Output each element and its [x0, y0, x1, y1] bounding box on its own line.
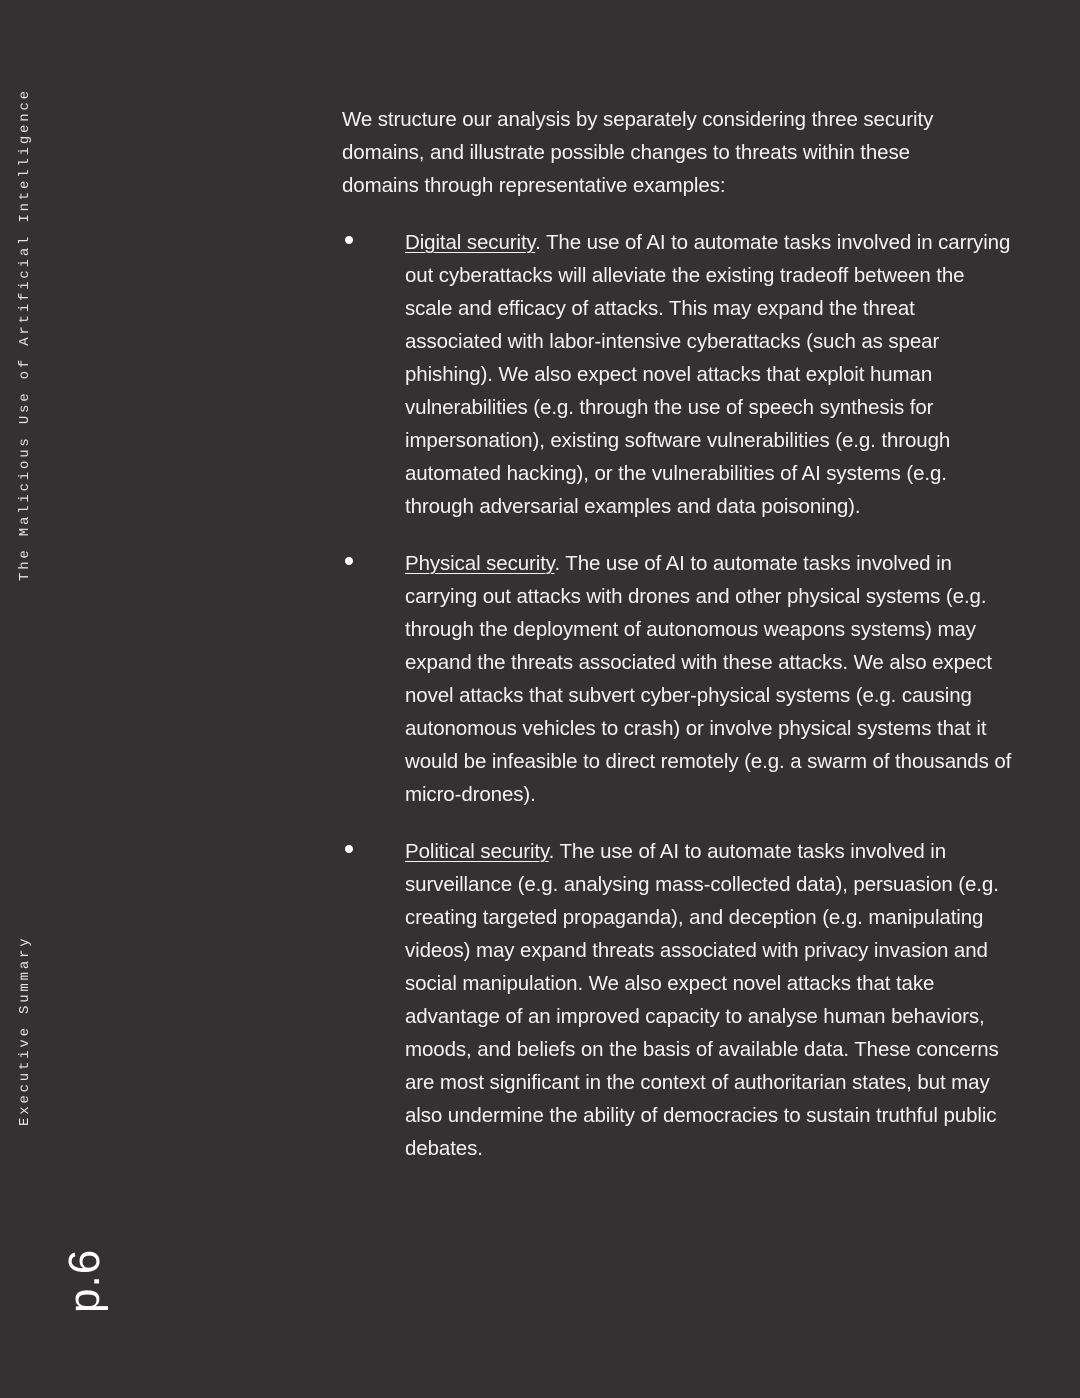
- page-number: p.6: [60, 1248, 109, 1313]
- bullet-icon: [345, 557, 353, 565]
- intro-paragraph: We structure our analysis by separately considering three security domains, and illustrate possible changes to threats within these domains through representative examples:: [342, 108, 934, 197]
- bullet-text: [405, 547, 1017, 811]
- bullet-text: [405, 226, 1017, 523]
- bullet-description: . The use of AI to automate tasks involved in carrying out cyberattacks will alleviate the existing tradeoff between the scale and efficacy of attacks. This may expand the threat associated with labor-intensive cyberattacks (such as spear phishing). We also expect novel attacks that exploit human vulnerabilities (e.g. through the use of speech synthesis for impersonation), existing software vulnerabilities (e.g. through automated hacking), or the vulnerabilities of AI systems (e.g. through adversarial examples and data poisoning).: [405, 231, 1011, 518]
- bullet-icon: [345, 236, 353, 244]
- bullet-description: . The use of AI to automate tasks involved in surveillance (e.g. analysing mass-collected data), persuasion (e.g. creating targeted propaganda), and deception (e.g. manipulating videos) may expand threats associated with privacy invasion and social manipulation. We also expect novel attacks that take advantage of an improved capacity to analyse human behaviors, moods, and beliefs on the basis of available data. These concerns are most significant in the context of authoritarian states, but may also undermine the ability of democracies to sustain truthful public debates.: [405, 840, 999, 1160]
- term-digital-security: Digital security: [405, 231, 536, 254]
- bullet-text: [405, 835, 1017, 1165]
- section-title: Executive Summary: [17, 935, 33, 1126]
- term-political-security: Political security: [405, 840, 549, 863]
- bullet-description: . The use of AI to automate tasks involved in carrying out attacks with drones and other physical systems (e.g. through the deployment of autonomous weapons systems) may expand the threats associated with these attacks. We also expect novel attacks that subvert cyber-physical systems (e.g. causing autonomous vehicles to crash) or involve physical systems that it would be infeasible to direct remotely (e.g. a swarm of thousands of micro-drones).: [405, 552, 1012, 806]
- main-content: [342, 103, 1022, 1189]
- term-physical-security: Physical security: [405, 552, 555, 575]
- list-item-digital-security: [342, 226, 1022, 523]
- list-item-political-security: [342, 835, 1022, 1165]
- bullet-icon: [345, 845, 353, 853]
- security-domains-list: [342, 226, 1022, 1165]
- document-title: The Malicious Use of Artificial Intelligence: [17, 88, 33, 581]
- list-item-physical-security: [342, 547, 1022, 811]
